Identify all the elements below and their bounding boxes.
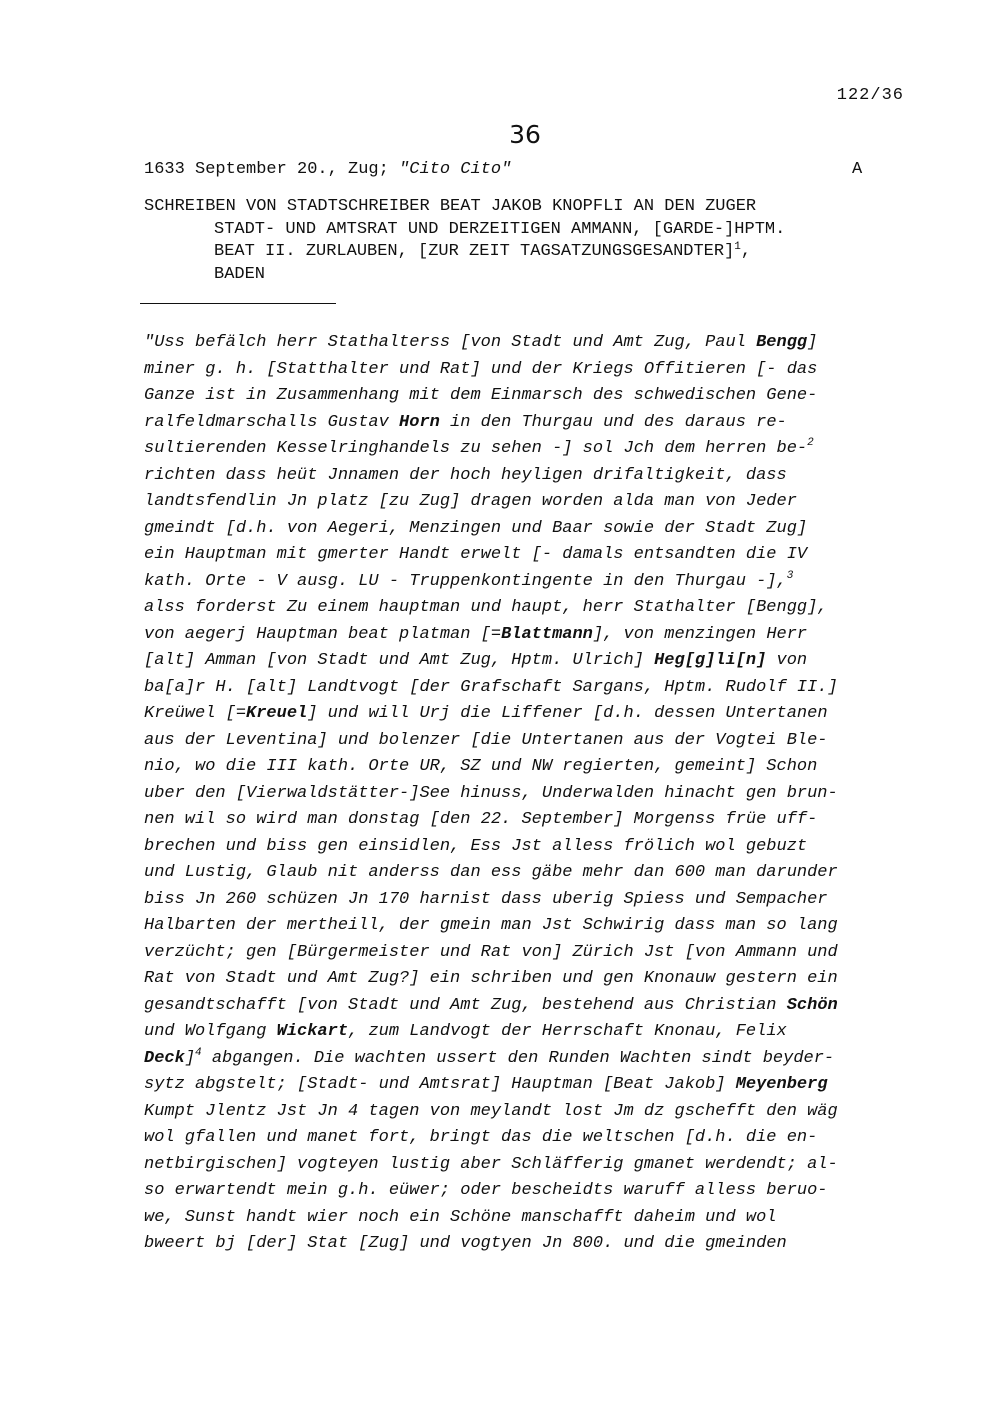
body-text: kath. Orte - V ausg. LU - Truppenkontingente in den Thurgau -] — [144, 571, 777, 591]
person-name: Wickart — [276, 1022, 349, 1041]
body-line — [144, 1046, 904, 1073]
body-line — [144, 436, 904, 463]
body-text: wol gfallen und manet fort, bringt das die weltschen [d.h. die en- — [144, 1128, 818, 1147]
body-text: von aegerj Hauptman beat platman [= — [144, 624, 502, 644]
body-text: nen wil so wird man donstag [den 22. September] Morgenss früe uff- — [144, 810, 818, 829]
person-name: Kreuel — [246, 704, 308, 723]
person-name: Bengg — [756, 333, 808, 352]
heading-text: , — [740, 242, 752, 261]
body-text: nio, wo die III kath. Orte UR, SZ und NW regierten, gemeint] Schon — [144, 757, 818, 776]
heading-line: STADT- UND AMTSRAT UND DERZEITIGEN AMMANN, [GARDE-]HPTM. — [214, 219, 786, 239]
body-line — [144, 1231, 904, 1258]
body-text: Kumpt Jlentz Jst Jn 4 tagen von meylandt lost Jm dz gschefft den wäg — [144, 1101, 838, 1121]
body-line — [144, 675, 904, 702]
letter-body — [144, 330, 904, 1258]
heading-line — [144, 241, 904, 264]
body-text: sol Jch dem herren be- — [572, 439, 808, 458]
heading-line: SCHREIBEN VON STADTSCHREIBER BEAT JAKOB KNOPFLI AN DEN ZUGER — [144, 197, 757, 216]
person-name: Schön — [786, 995, 838, 1015]
body-text: richten dass heüt Jnnamen der hoch heyligen drifaltigkeit, dass — [144, 465, 787, 485]
body-line — [144, 569, 904, 596]
body-line — [144, 1072, 904, 1099]
document-heading — [144, 196, 904, 286]
dateline-quote: "Cito Cito" — [399, 160, 512, 179]
body-text: alss forderst Zu einem hauptman und haupt, herr Stathalter [Bengg], — [144, 598, 828, 617]
heading-text: BEAT II. ZURLAUBEN, [ZUR ZEIT TAGSATZUNGSGESANDTER] — [214, 242, 735, 261]
body-line — [144, 887, 904, 914]
body-line — [144, 542, 904, 569]
body-text: , — [776, 571, 787, 591]
body-text: we, Sunst handt wier noch ein Schöne manschafft daheim und wol — [144, 1207, 777, 1227]
body-text: bweert bj [der] Stat [Zug] und vogtyen Jn 800. und die gmeinden — [144, 1234, 787, 1253]
footnote-ref: 4 — [195, 1046, 202, 1059]
body-line — [144, 516, 904, 543]
body-text: abgangen. Die wachten ussert den Runden Wachten sindt beyder- — [201, 1048, 835, 1068]
body-text: gesandtschafft [von Stadt und Amt Zug, bestehend aus Christian — [144, 995, 787, 1015]
body-text: Ganze ist in Zusammenhang mit dem Einmarsch des schwedischen Gene- — [144, 386, 818, 405]
body-text: , zum Landvogt der Herrschaft Knonau, Felix — [348, 1022, 787, 1041]
body-line — [144, 754, 904, 781]
body-line — [144, 622, 904, 649]
body-text: und Wolfgang — [144, 1022, 277, 1041]
body-text: Halbarten der mertheill, der gmein man Jst Schwirig dass man so lang — [144, 916, 838, 935]
document-number: 36 — [509, 120, 541, 149]
dateline-date-place: 1633 September 20., Zug; — [144, 160, 400, 179]
footnote-ref: 3 — [786, 569, 794, 582]
body-text: landtsfendlin Jn platz [zu Zug] dragen worden alda man von Jeder — [144, 492, 797, 511]
person-name: Horn — [399, 412, 440, 432]
body-text: [alt] Amman [von Stadt und Amt Zug, Hptm. Ulrich] — [144, 651, 655, 670]
body-text: gmeindt [d.h. von Aegeri, Menzingen und Baar sowie der Stadt Zug] — [144, 518, 808, 538]
version-letter: A — [852, 160, 863, 179]
body-text: ] — [184, 1048, 196, 1068]
body-line — [144, 383, 904, 410]
footnote-ref: 1 — [734, 241, 741, 253]
body-text: ba[a]r H. [alt] Landtvogt [der Grafschaft Sargans, Hptm. Rudolf II.] — [144, 677, 838, 697]
body-line — [144, 410, 904, 437]
body-line — [144, 330, 904, 357]
separator-rule — [140, 303, 336, 304]
body-text: verzücht; gen [Bürgermeister und Rat von] Zürich Jst [von Ammann und — [144, 942, 838, 962]
body-line — [144, 728, 904, 755]
body-line — [144, 1099, 904, 1126]
body-line — [144, 357, 904, 384]
body-line — [144, 993, 904, 1020]
body-text: ] und will Urj die Liffener [d.h. dessen Untertanen — [307, 704, 828, 723]
body-line — [144, 940, 904, 967]
body-text: "Uss befälch herr Stathalterss [von Stadt und Amt Zug, Paul — [144, 333, 757, 352]
body-line — [144, 1205, 904, 1232]
body-line — [144, 463, 904, 490]
footnote-ref: 2 — [807, 437, 814, 449]
body-text: sultierenden Kesselringhandels zu sehen -] — [144, 439, 573, 458]
heading-line: BADEN — [214, 264, 266, 284]
body-text: brechen und biss gen einsidlen, Ess Jst alless frölich wol gebuzt — [144, 836, 808, 856]
body-text: biss Jn 260 schüzen Jn 170 harnist dass uberig Spiess und Sempacher — [144, 889, 828, 909]
body-line — [144, 834, 904, 861]
body-text: uber den [Vierwaldstätter-]See hinuss, Underwalden hinacht gen brun- — [144, 783, 838, 803]
body-line — [144, 701, 904, 728]
body-text: ein Hauptman mit gmerter Handt erwelt [- damals entsandten die IV — [144, 545, 808, 564]
dateline — [144, 160, 511, 179]
body-line — [144, 489, 904, 516]
person-name: Heg[g]li[n] — [654, 651, 767, 670]
body-line — [144, 1019, 904, 1046]
person-name: Deck — [144, 1048, 185, 1068]
body-text: so erwartendt mein g.h. eüwer; oder bescheidts waruff alless beruo- — [144, 1181, 828, 1200]
body-line — [144, 781, 904, 808]
body-text: und Lustig, Glaub nit anderss dan ess gäbe mehr dan 600 man darunder — [144, 863, 838, 882]
body-line — [144, 1178, 904, 1205]
body-line — [144, 860, 904, 887]
body-text: netbirgischen] vogteyen lustig aber Schläfferig gmanet werdendt; al- — [144, 1154, 838, 1174]
body-line — [144, 1125, 904, 1152]
body-text: in den Thurgau und des daraus re- — [439, 412, 787, 432]
body-line — [144, 913, 904, 940]
body-text: miner g. h. [Statthalter und Rat] und der Kriegs Offitieren [- das — [144, 359, 818, 379]
page-number: 122/36 — [836, 86, 904, 105]
body-line — [144, 595, 904, 622]
body-text: Kreüwel [= — [144, 704, 247, 723]
body-text: Rat von Stadt und Amt Zug?] ein schriben und gen Knonauw gestern ein — [144, 969, 838, 988]
body-text: ] — [807, 333, 818, 352]
body-line — [144, 1152, 904, 1179]
body-line — [144, 966, 904, 993]
body-line — [144, 807, 904, 834]
body-text: aus der Leventina] und bolenzer [die Untertanen aus der Vogtei Ble- — [144, 730, 828, 750]
body-text: ], von menzingen Herr — [592, 624, 808, 644]
person-name: Blattmann — [501, 624, 593, 644]
body-line — [144, 648, 904, 675]
person-name: Meyenberg — [735, 1075, 828, 1094]
body-text: sytz abgstelt; [Stadt- und Amtsrat] Hauptman [Beat Jakob] — [144, 1075, 736, 1094]
body-text: von — [766, 651, 808, 670]
body-text: ralfeldmarschalls Gustav — [144, 412, 400, 432]
